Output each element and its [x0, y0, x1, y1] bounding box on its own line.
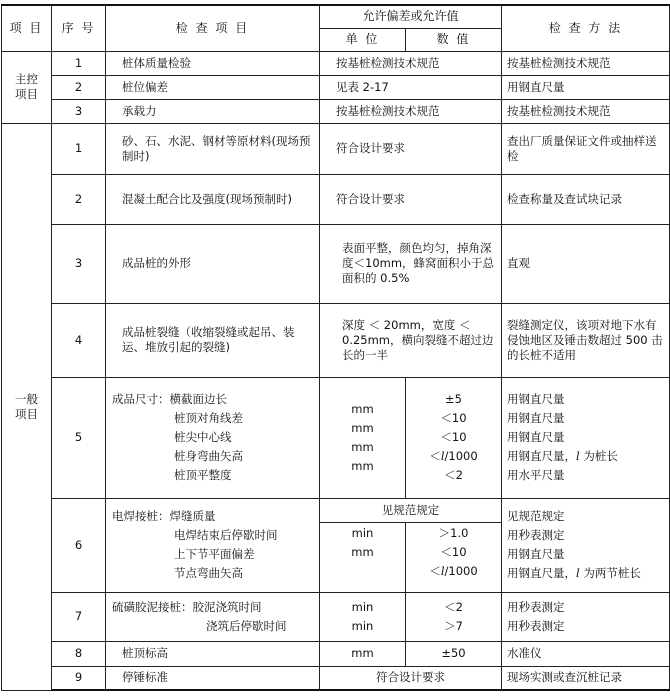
row-no: 6: [52, 498, 106, 592]
table-row: [2, 99, 670, 123]
row-no: 3: [52, 224, 106, 303]
row-method: 水准仪: [502, 641, 670, 666]
sub-method: 用钢直尺量: [507, 392, 565, 406]
row-item: 砂、石、水泥、钢材等原材料(现场预制时): [106, 123, 320, 174]
header-check-item: 检 查 项 目: [106, 5, 320, 51]
row-no: 8: [52, 641, 106, 666]
sub-value: ＞7: [444, 618, 463, 633]
row-item: 承载力: [106, 99, 320, 123]
sub-item: 电焊接桩：焊缝质量: [112, 509, 216, 523]
row-method: 用钢直尺量: [502, 75, 670, 99]
row-item: [106, 592, 320, 641]
table-row: [2, 224, 670, 303]
row-tolerance: 表面平整，颜色均匀，掉角深度＜10mm，蜂窝面积小于总面积的 0.5%: [320, 224, 502, 303]
row-no: 3: [52, 99, 106, 123]
row-item: [106, 498, 320, 592]
sub-unit: min: [351, 618, 374, 633]
row-item: 成品桩裂缝（收缩裂缝或起吊、装运、堆放引起的裂缝): [106, 303, 320, 377]
sub-item: 桩顶平整度: [174, 468, 232, 482]
row-tolerance: 按基桩检测技术规范: [320, 51, 502, 75]
row-item: [106, 377, 320, 498]
sub-unit: mm: [351, 458, 374, 473]
table-row: [2, 377, 670, 498]
sub-method: 用钢直尺量: [507, 430, 565, 444]
table-row: [2, 51, 670, 75]
row-value: [406, 522, 502, 592]
table: [1, 4, 670, 691]
sub-tolerance: 见规范规定: [320, 498, 502, 522]
row-no: 4: [52, 303, 106, 377]
sub-value: ＜2: [444, 468, 463, 482]
header-value: 数 值: [406, 28, 502, 51]
header-item: 项 目: [2, 5, 52, 51]
row-tolerance: 按基桩检测技术规范: [320, 99, 502, 123]
sub-value: ＜10: [440, 411, 467, 425]
sub-unit: mm: [351, 439, 374, 454]
row-method: [502, 377, 670, 498]
sub-item: 桩身弯曲矢高: [174, 449, 243, 463]
sub-item: 成品尺寸：横截面边长: [112, 392, 227, 406]
table-row: [2, 174, 670, 224]
row-no: 1: [52, 123, 106, 174]
row-tolerance: 符合设计要求: [320, 123, 502, 174]
row-tolerance: 符合设计要求: [320, 174, 502, 224]
table-row: [2, 498, 670, 522]
sub-value: ＞1.0: [438, 525, 469, 540]
sub-item: 浇筑后停歇时间: [206, 618, 287, 633]
sub-item: 硫磺胶泥接桩：胶泥浇筑时间: [112, 599, 262, 614]
header-tolerance: 允许偏差或允许值: [320, 5, 502, 28]
table-row: [2, 666, 670, 690]
row-unit: [320, 522, 406, 592]
sub-value: ＜l/1000: [429, 449, 478, 463]
row-unit: [320, 592, 406, 641]
header-row-1: [2, 5, 670, 28]
sub-unit: mm: [351, 401, 374, 416]
sub-item: 电焊结束后停歇时间: [174, 528, 278, 542]
sub-method: 用水平尺量: [507, 468, 565, 482]
row-value: [406, 592, 502, 641]
row-tolerance: 符合设计要求: [320, 666, 502, 690]
row-unit: [320, 377, 406, 498]
row-method: [502, 592, 670, 641]
table-row: [2, 75, 670, 99]
sub-method: 用秒表测定: [507, 599, 565, 614]
row-no: 1: [52, 51, 106, 75]
table-row: [2, 641, 670, 666]
sub-method: 用钢直尺量: [507, 547, 565, 561]
row-value: [406, 377, 502, 498]
row-no: 9: [52, 666, 106, 690]
sub-unit: mm: [351, 420, 374, 435]
table-row: [2, 123, 670, 174]
sub-method: 用钢直尺量，l 为两节桩长: [507, 566, 641, 580]
row-value: ±50: [406, 641, 502, 666]
row-method: 现场实测或查沉桩记录: [502, 666, 670, 690]
row-item: 桩体质量检验: [106, 51, 320, 75]
row-item: 成品桩的外形: [106, 224, 320, 303]
row-method: 按基桩检测技术规范: [502, 99, 670, 123]
row-item: 混凝土配合比及强度(现场预制时): [106, 174, 320, 224]
row-item: 停锤标准: [106, 666, 320, 690]
sub-method: 用钢直尺量: [507, 411, 565, 425]
row-tolerance: 见表 2-17: [320, 75, 502, 99]
sub-method: 用秒表测定: [507, 618, 565, 633]
row-item: 桩位偏差: [106, 75, 320, 99]
row-unit: mm: [320, 641, 406, 666]
group-label-main: 主控项目: [2, 51, 52, 123]
row-no: 2: [52, 75, 106, 99]
sub-unit: mm: [351, 544, 374, 559]
row-no: 7: [52, 592, 106, 641]
sub-item: 桩顶对角线差: [174, 411, 243, 425]
row-item: 桩顶标高: [106, 641, 320, 666]
table-row: [2, 303, 670, 377]
sub-method: 见规范规定: [507, 509, 565, 523]
sub-value: ＜10: [440, 544, 467, 559]
sub-unit: min: [351, 525, 374, 540]
row-method: 按基桩检测技术规范: [502, 51, 670, 75]
header-method: 检 查 方 法: [502, 5, 670, 51]
sub-method: 用秒表测定: [507, 528, 565, 542]
header-no: 序 号: [52, 5, 106, 51]
sub-value: ＜2: [444, 599, 463, 614]
sub-value: ＜10: [440, 430, 467, 444]
row-tolerance: 深度 ＜ 20mm，宽度 ＜ 0.25mm，横向裂缝不超过边长的一半: [320, 303, 502, 377]
sub-item: 上下节平面偏差: [174, 547, 255, 561]
sub-value: ±5: [445, 392, 462, 406]
row-method: 查出厂质量保证文件或抽样送检: [502, 123, 670, 174]
row-method: 裂缝测定仪，该项对地下水有侵蚀地区及锤击数超过 500 击的长桩不适用: [502, 303, 670, 377]
row-method: [502, 498, 670, 592]
sub-value: ＜l/1000: [429, 563, 478, 578]
group-label-general: 一般项目: [2, 123, 52, 690]
row-no: 5: [52, 377, 106, 498]
sub-item: 桩尖中心线: [174, 430, 232, 444]
table-row: [2, 592, 670, 641]
sub-item: 节点弯曲矢高: [174, 566, 243, 580]
header-unit: 单 位: [320, 28, 406, 51]
row-method: 检查称量及查试块记录: [502, 174, 670, 224]
sub-unit: min: [351, 599, 374, 614]
row-no: 2: [52, 174, 106, 224]
row-method: 直观: [502, 224, 670, 303]
sub-method: 用钢直尺量，l 为桩长: [507, 449, 618, 463]
